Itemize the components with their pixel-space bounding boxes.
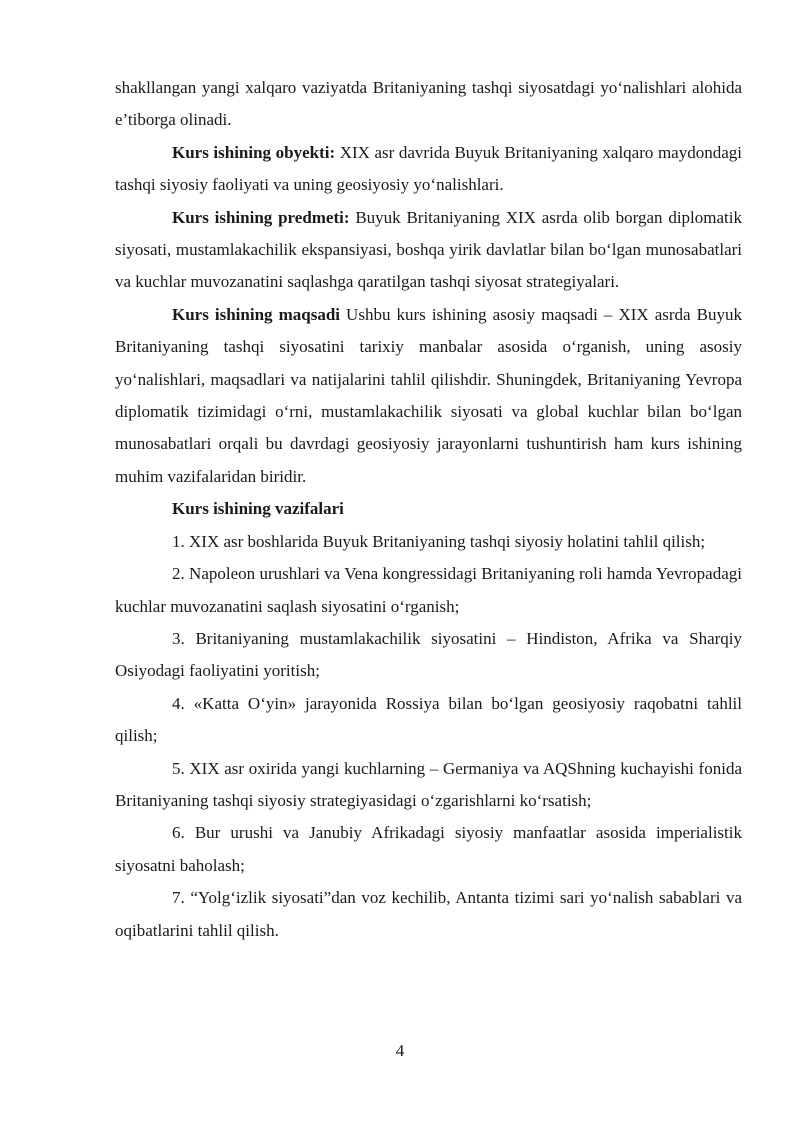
task-item-1: 1. XIX asr boshlarida Buyuk Britaniyaning tashqi siyosiy holatini tahlil qilish; xyxy=(172,531,706,551)
object-label: Kurs ishining obyekti: xyxy=(172,142,336,162)
body-text xyxy=(115,72,742,947)
task-item-2: 2. Napoleon urushlari va Vena kongressidagi Britaniyaning roli hamda Yevropadagi kuchlar muvozanatini saqlash siyosatini o‘rganish; xyxy=(115,564,742,616)
intro-paragraph: shakllangan yangi xalqaro vaziyatda Britaniyaning tashqi siyosatdagi yo‘nalishlari alohida e’tiborga olinadi. xyxy=(115,78,742,130)
task-item-5: 5. XIX asr oxirida yangi kuchlarning – Germaniya va AQShning kuchayishi fonida Britaniyaning tashqi siyosiy strategiyasidagi o‘zgarishlarni ko‘rsatish; xyxy=(115,758,742,810)
object-paragraph xyxy=(115,137,742,202)
subject-text: Buyuk Britaniyaning XIX asrda olib borgan diplomatik siyosati, mustamlakachilik ekspansiyasi, boshqa yirik davlatlar bilan bo‘lgan munosabatlari va kuchlar muvozanatini saqlashga qaratilgan tashqi siyosat strategiyalari. xyxy=(115,207,742,292)
task-item-7: 7. “Yolg‘izlik siyosati”dan voz kechilib, Antanta tizimi sari yo‘nalish sabablari va oqibatlarini tahlil qilish. xyxy=(115,888,742,940)
goal-paragraph xyxy=(115,299,742,493)
page-number: 4 xyxy=(395,1041,405,1060)
subject-paragraph xyxy=(115,202,742,299)
tasks-heading: Kurs ishining vazifalari xyxy=(172,499,344,519)
goal-text: Ushbu kurs ishining asosiy maqsadi – XIX asrda Buyuk Britaniyaning tashqi siyosatini tarixiy manbalar asosida o‘rganish, uning asosiy yo‘nalishlari, maqsadlari va natijalarini tahlil qilishdir. Shuningdek, Britaniyaning Yevropa diplomatik tizimidagi o‘rni, mustamlakachilik siyosati va global kuchlar bilan bo‘lgan munosabatlari orqali bu davrdagi geosiyosiy jarayonlarni tushuntirish ham kurs ishining muhim vazifalaridan biridir. xyxy=(115,304,742,486)
subject-label: Kurs ishining predmeti: xyxy=(172,207,350,227)
goal-label: Kurs ishining maqsadi xyxy=(172,304,340,324)
task-item-6: 6. Bur urushi va Janubiy Afrikadagi siyosiy manfaatlar asosida imperialistik siyosatni baholash; xyxy=(115,823,742,875)
object-text: XIX asr davrida Buyuk Britaniyaning xalqaro maydondagi tashqi siyosiy faoliyati va uning geosiyosiy yo‘nalishlari. xyxy=(115,142,742,195)
task-item-3: 3. Britaniyaning mustamlakachilik siyosatini – Hindiston, Afrika va Sharqiy Osiyodagi faoliyatini yoritish; xyxy=(115,628,742,681)
task-item-4: 4. «Katta O‘yin» jarayonida Rossiya bilan bo‘lgan geosiyosiy raqobatni tahlil qilish; xyxy=(115,693,742,746)
